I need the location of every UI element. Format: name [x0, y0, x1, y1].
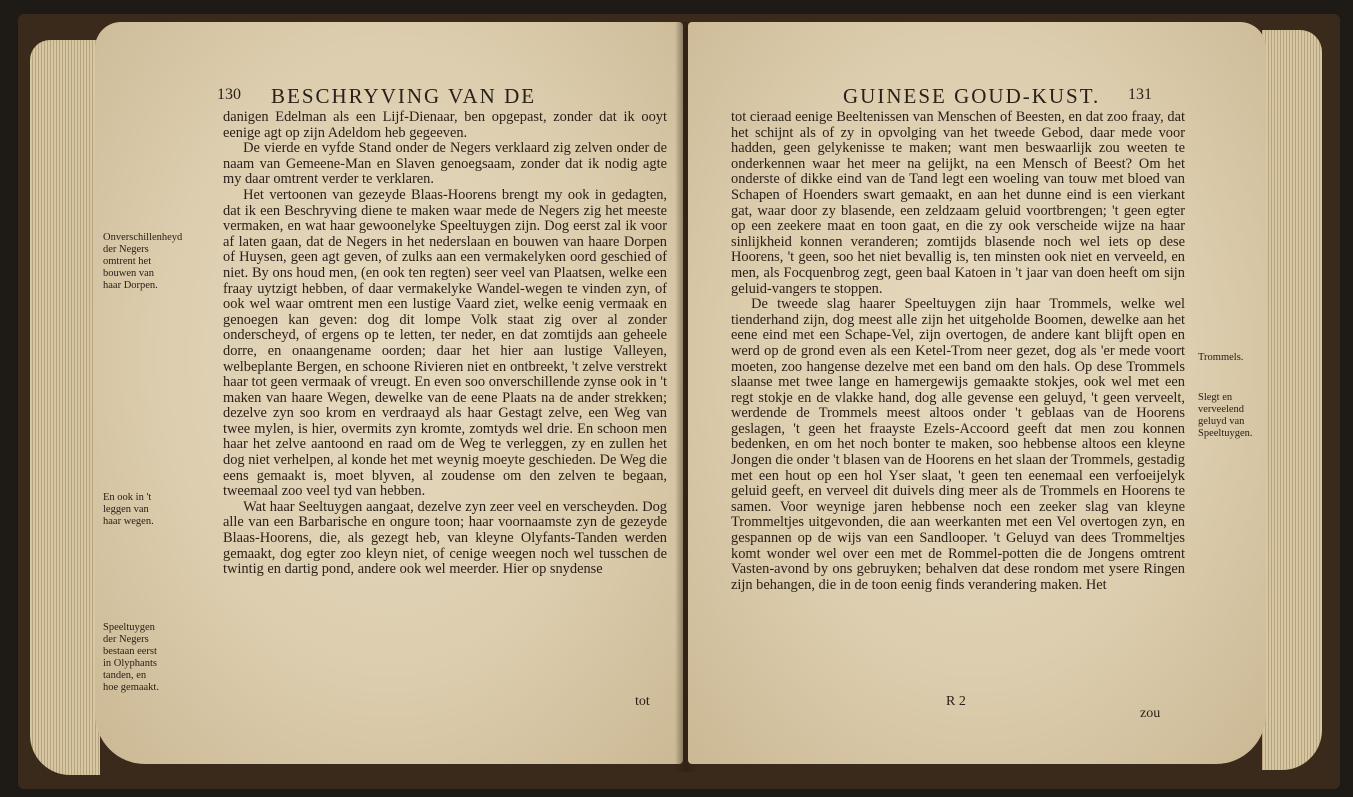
left-page-edges — [30, 40, 100, 775]
margin-note: Onverschillenheyd der Negers omtrent het bouwen van haar Dorpen. — [103, 232, 183, 291]
margin-note: Slegt en verveelend geluyd van Speeltuygen. — [1198, 392, 1253, 439]
paragraph: De tweede slag haarer Speeltuygen zijn haar Trommels, welke wel tienderhand zijn, dog meest alle zijn het uitgeholde Boomen, dewelke aan het eene eind met een Schape-Vel, zijn overtogen, de andere kant blijft open en werd op de grond even als een Ketel-Trom neer gezet, dog als 'er mede voort moeten, zoo hangense dezelve met een band om den hals. Op dese Trommels slaanse met twee lange en hamergewijs gemaakte stokjes, ook wel met een regt stokje en de vlakke hand, dog alle gevense een geluyd, 't geen verveelt, werdende de Trommels meest altoos onder 't geblaas van de Hoorens geslagen, 't geen het fraayste Ezels-Accoord geeft dat men zou konnen bedenken, en om het noch bonter te maken, soo hebbense altoos een kleyne Jongen die onder 't blasen van de Hoorens en het slaan der Trommels, gestadig met een hout op een hol Yser slaat, 't geen ten eenemaal een verfoeijelyk geluid geeft, en verveel dit duivels ding meer als de Trommels en Hoorens te samen. Voor weynige jaren hebbense noch een zeeker slag van kleyne Trommeltjes uitgevonden, die aan weerkanten met een Vel overtogen zyn, en gespannen op de wijs van een Sandlooper. 't Geluyd van dees Trommeltjes komt wonder wel over een met de Rommel-potten die de Jongens omtrent Vasten-avond by ons gebruyken; behalven dat dese rondom met ysere Ringen zijn behangen, die in de toon eenig finds verandering maken. Het — [731, 296, 1185, 593]
catchword: tot — [635, 694, 650, 709]
right-page-edges — [1262, 30, 1322, 770]
right-body-text — [731, 110, 1185, 593]
page-number: 131 — [1128, 86, 1152, 103]
margin-note: En ook in 't leggen van haar wegen. — [103, 492, 154, 527]
paragraph: De vierde en vyfde Stand onder de Negers verklaard zig zelven onder de naam van Gemeene-Man en Slaven genoegsaam, zonder dat ik nodig agte my daar omtrent verder te verklaren. — [223, 140, 667, 188]
paragraph: tot cieraad eenige Beeltenissen van Menschen of Beesten, en dat zoo fraay, dat het schijnt als of zy in opvolging van het tweede Gebod, daar mede voor hadden, geen gelykenisse te maken; want men beswaarlijk zou weeten te onderkennen waar het meer na gelijkt, na een Mensch of Beest? Om het onderste of dikke eind van de Tand legt een woeling van touw met bloed van Schapen of Hoenders swart gemaakt, en aan het dunne eind is een vierkant gat, waar door zy blasende, een zeldzaam geluid voortbrengen; 't geen egter op een zeekere maat en toon gaat, en die zy ook verscheide wijze na haar sinlijkheid konnen veranderen; zomtijds blasende noch wel iets op dese Hoorens, 't geen, soo het niet bevallig is, ten minsten ook niet en verveeld, en men, als Focquenbrog zegt, geen baal Katoen in 't jaar van doen heeft om sijn geluid-vangers te stoppen. — [731, 109, 1185, 297]
margin-note: Trommels. — [1198, 352, 1244, 363]
right-page — [688, 22, 1266, 764]
left-page — [95, 22, 683, 764]
signature-mark: R 2 — [946, 694, 966, 709]
paragraph: Het vertoonen van gezeyde Blaas-Hoorens brengt my ook in gedagten, dat ik een Beschryving diene te maken waar mede de Negers zig het meeste vermaken, en wat haar gewoonelyke Speeltuygen zijn. Dog eerst zal ik voor af laten gaan, dat de Negers in het nederslaan en bouwen van haare Dorpen of Huysen, geen agt geven, of zulks aan een vermakelyken oord geschied of niet. By ons houd men, (en ook ten regten) seer veel van Plaatsen, welke een fraay uytzigt hebben, of daar vermakelyke Wandel-wegen te vinden zyn, of ook wel waar omtrent men een lustige Vaard ziet, welke eenig vermaak en genoegen kan geven: dog dit lompe Volk staat zig over al zonder onderscheyd, of ergens op te letten, ter neder, en dat zomtijds aan geheele dorre, en onaangename oorden; daar het hier aan lustige Valleyen, welbeplante Bergen, en schoone Rivieren niet en ontbreekt, 't zelve verstrekt haar tot geen vermaak of vreugt. En even soo onverschillende zynse ook in 't maken van haare Wegen, dewelke van de eene Plaats na de ander strekken; dezelve zyn soo krom en verdraayd als haar Gestagt zelve, een Weg van twee mylen, is hier, overmits zyn kromte, zomtyds wel drie. En schoon men haar het zelve aantoond en raad om de Weg te verleggen, zy en zullen het dog niet verhelpen, al konde het met weynig moeyte geschieden. De Weg die eens gemaakt is, moet blyven, al zoudense om den zelven te begaan, tweemaal zoo veel tyd van hebben. — [223, 186, 667, 500]
left-body-text — [223, 110, 667, 578]
paragraph: danigen Edelman als een Lijf-Dienaar, ben opgepast, zonder dat ik ooyt eenige agt op zijn Adeldom heb gegeeven. — [223, 109, 667, 141]
paragraph: Wat haar Seeltuygen aangaat, dezelve zyn zeer veel en verscheyden. Dog alle van een Barbarische en ongure toon; haar voornaamste zyn de gezeyde Blaas-Hoorens, die, als gezegt heb, van kleyne Olyfants-Tanden werden gemaakt, dog egter zoo kleyn niet, of cenige weegen noch wel tusschen de twintig en dartig pond, andere ook wel meerder. Hier op snydense — [223, 498, 667, 578]
running-head: GUINESE GOUD-KUST. — [843, 84, 1101, 108]
catchword: zou — [1140, 706, 1161, 721]
margin-note: Speeltuygen der Negers bestaan eerst in Olyphants tanden, en hoe gemaakt. — [103, 622, 159, 693]
running-head: BESCHRYVING VAN DE — [271, 84, 537, 108]
page-number: 130 — [217, 86, 241, 103]
